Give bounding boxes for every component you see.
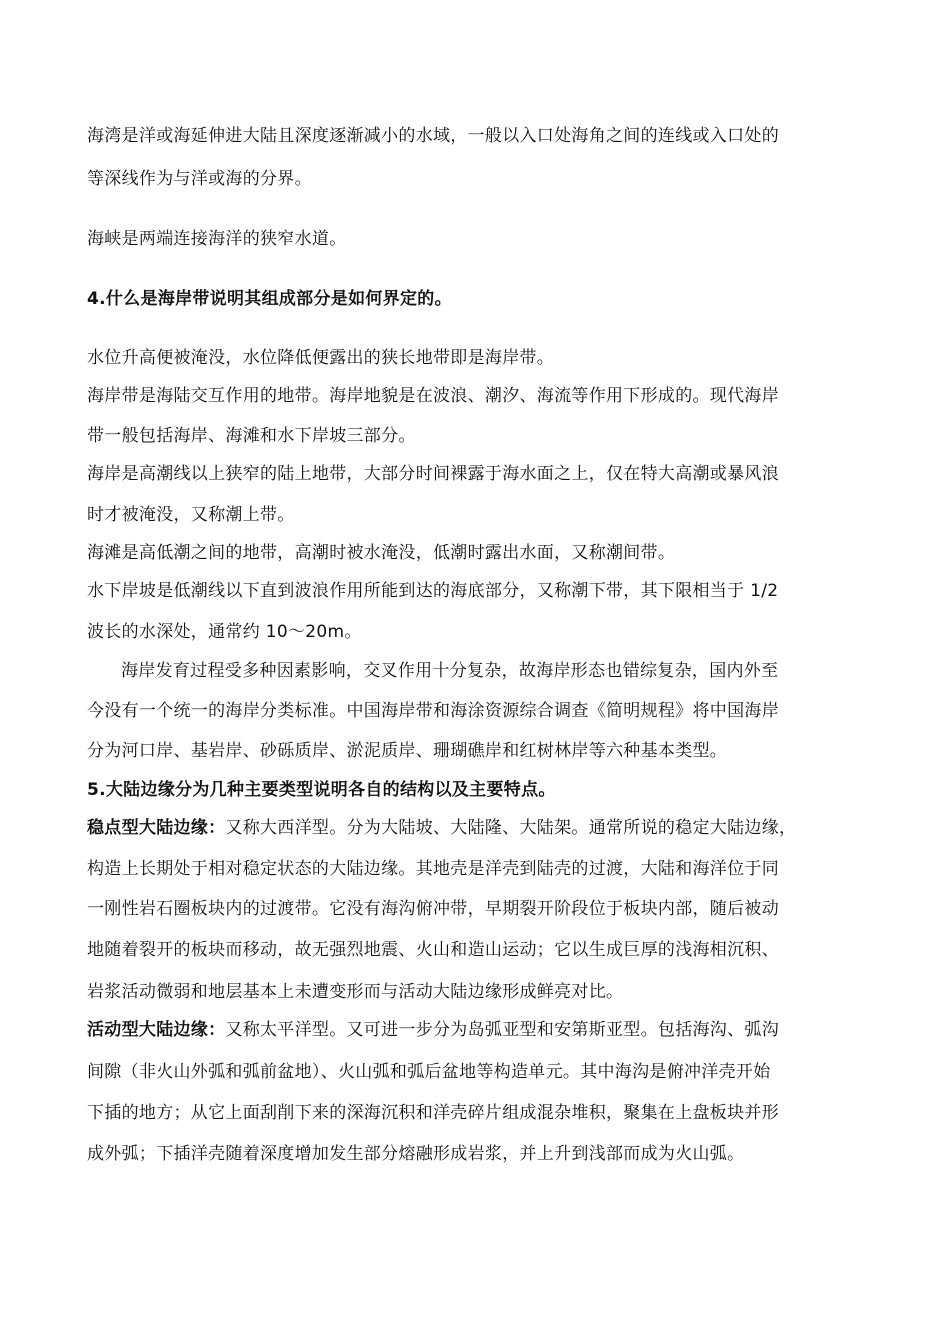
coast-classification-line-2: 今没有一个统一的海岸分类标准。中国海岸带和海涂资源综合调查《简明规程》将中国海岸 xyxy=(87,701,779,721)
coast-zone-line-7: 水下岸坡是低潮线以下直到波浪作用所能到达的海底部分，又称潮下带，其下限相当于 1/2 xyxy=(87,581,779,601)
coast-classification-line-3: 分为河口岸、基岩岸、砂砾质岸、淤泥质岸、珊瑚礁岸和红树林岸等六种基本类型。 xyxy=(87,741,728,761)
coast-classification-line-1: 海岸发育过程受多种因素影响，交叉作用十分复杂，故海岸形态也错综复杂，国内外至 xyxy=(121,661,779,681)
coast-zone-line-2: 海岸带是海陆交互作用的地带。海岸地貌是在波浪、潮汐、海流等作用下形成的。现代海岸 xyxy=(87,386,779,406)
coast-zone-line-8: 波长的水深处，通常约 10～20m。 xyxy=(87,622,362,642)
strait-line: 海峡是两端连接海洋的狭窄水道。 xyxy=(87,229,347,249)
active-margin-line-3: 下插的地方；从它上面刮削下来的深海沉积和洋壳碎片组成混杂堆积，聚集在上盘板块并形 xyxy=(87,1103,779,1123)
bay-line-1: 海湾是洋或海延伸进大陆且深度逐渐减小的水域，一般以入口处海角之间的连线或入口处的 xyxy=(87,126,779,146)
coast-zone-line-4: 海岸是高潮线以上狭窄的陆上地带，大部分时间裸露于海水面之上，仅在特大高潮或暴风浪 xyxy=(87,464,779,484)
stable-margin-line-5: 岩浆活动微弱和地层基本上未遭变形而与活动大陆边缘形成鲜亮对比。 xyxy=(87,982,624,1002)
active-margin-term: 活动型大陆边缘： xyxy=(87,1020,226,1040)
coast-zone-line-6: 海滩是高低潮之间的地带，高潮时被水淹没，低潮时露出水面，又称潮间带。 xyxy=(87,543,676,563)
stable-margin-line-3: 一刚性岩石圈板块内的过渡带。它没有海沟俯冲带，早期裂开阶段位于板块内部，随后被动 xyxy=(87,899,779,919)
question-5-heading: 5.大陆边缘分为几种主要类型说明各自的结构以及主要特点。 xyxy=(87,780,556,800)
active-margin-line-4: 成外弧；下插洋壳随着深度增加发生部分熔融形成岩浆，并上升到浅部而成为火山弧。 xyxy=(87,1144,745,1164)
stable-margin-line-4: 地随着裂开的板块而移动，故无强烈地震、火山和造山运动；它以生成巨厚的浅海相沉积、 xyxy=(87,940,779,960)
coast-zone-line-5: 时才被淹没，又称潮上带。 xyxy=(87,505,295,525)
stable-margin-term: 稳点型大陆边缘： xyxy=(87,818,226,838)
active-margin-line-2: 间隙（非火山外弧和弧前盆地）、火山弧和弧后盆地等构造单元。其中海沟是俯冲洋壳开始 xyxy=(87,1062,771,1082)
stable-margin-line-1 xyxy=(87,816,796,840)
bay-line-2: 等深线作为与洋或海的分界。 xyxy=(87,169,312,189)
coast-zone-line-3: 带一般包括海岸、海滩和水下岸坡三部分。 xyxy=(87,426,416,446)
active-margin-text: 又称太平洋型。又可进一步分为岛弧亚型和安第斯亚型。包括海沟、弧沟 xyxy=(225,1020,780,1040)
active-margin-line-1 xyxy=(87,1018,779,1042)
stable-margin-line-2: 构造上长期处于相对稳定状态的大陆边缘。其地壳是洋壳到陆壳的过渡，大陆和海洋位于同 xyxy=(87,859,779,879)
question-4-heading: 4.什么是海岸带说明其组成部分是如何界定的。 xyxy=(87,289,452,309)
stable-margin-text: 又称大西洋型。分为大陆坡、大陆隆、大陆架。通常所说的稳定大陆边缘， xyxy=(225,818,797,838)
coast-zone-line-1: 水位升高便被淹没，水位降低便露出的狭长地带即是海岸带。 xyxy=(87,348,555,368)
